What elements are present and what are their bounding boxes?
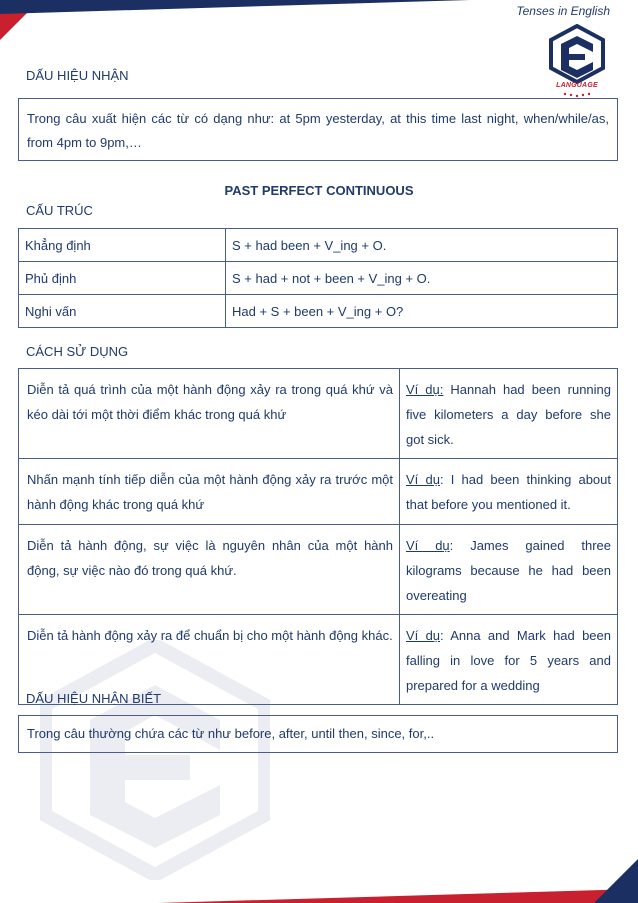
usage-description: Diễn tả hành động xảy ra để chuẩn bị cho một hành động khác. [19,615,400,705]
tense-title: PAST PERFECT CONTINUOUS [224,183,414,198]
structure-heading: CẤU TRÚC [26,203,93,218]
corner-decoration-bottom-navy [594,859,638,903]
usage-row [19,525,618,615]
corner-decoration-top-navy [0,0,470,14]
structure-formula: S + had + not + been + V_ing + O. [226,262,618,295]
signs-heading: DẤU HIỆU NHẬN [26,68,129,83]
example-text: : I had been thinking about that before you mentioned it. [406,472,612,512]
example-label: Ví dụ: [406,382,444,397]
logo-text: LANGUAGE [556,82,598,89]
corner-decoration-bottom-red [158,889,638,903]
example-text: : James gained three kilograms because he had been overeating [406,538,612,603]
structure-label: Phủ định [19,262,226,295]
structure-formula: S + had been + V_ing + O. [226,229,618,262]
example-text: : Anna and Mark had been falling in love for 5 years and prepared for a wedding [406,628,611,693]
usage-example [400,459,618,525]
header-title: Tenses in English [516,4,610,18]
signs-text: Trong câu xuất hiện các từ có dạng như: at 5pm yesterday, at this time last night, when/while/as, from 4pm to 9pm,… [27,111,609,150]
structure-label: Khẳng định [19,229,226,262]
structure-table [18,228,618,328]
usage-description: Nhấn mạnh tính tiếp diễn của một hành động xảy ra trước một hành động khác trong quá khứ [19,459,400,525]
example-label: Ví dụ [406,472,440,487]
example-label: Ví dụ [406,628,441,643]
usage-example [400,525,618,615]
structure-formula: Had + S + been + V_ing + O? [226,295,618,328]
structure-row [19,262,618,295]
usage-row [19,369,618,459]
signs2-heading: DẤU HIỆU NHẬN BIẾT [26,691,162,706]
usage-description: Diễn tả quá trình của một hành động xảy ra trong quá khứ và kéo dài tới một thời điểm khác trong quá khứ [19,369,400,459]
structure-row [19,229,618,262]
usage-example [400,615,618,705]
signs-box [18,98,618,161]
usage-table [18,368,618,705]
usage-heading: CÁCH SỬ DỤNG [26,344,129,359]
signs2-text: Trong câu thường chứa các từ như before, after, until then, since, for,.. [27,726,435,741]
usage-row [19,459,618,525]
signs2-box [18,715,618,753]
structure-label: Nghi vấn [19,295,226,328]
usage-example [400,369,618,459]
example-text: Hannah had been running five kilometers a day before she got sick. [406,382,612,447]
usage-description: Diễn tả hành động, sự việc là nguyên nhân của một hành động, sự việc nào đó trong quá khứ. [19,525,400,615]
structure-row [19,295,618,328]
example-label: Ví dụ [406,538,450,553]
